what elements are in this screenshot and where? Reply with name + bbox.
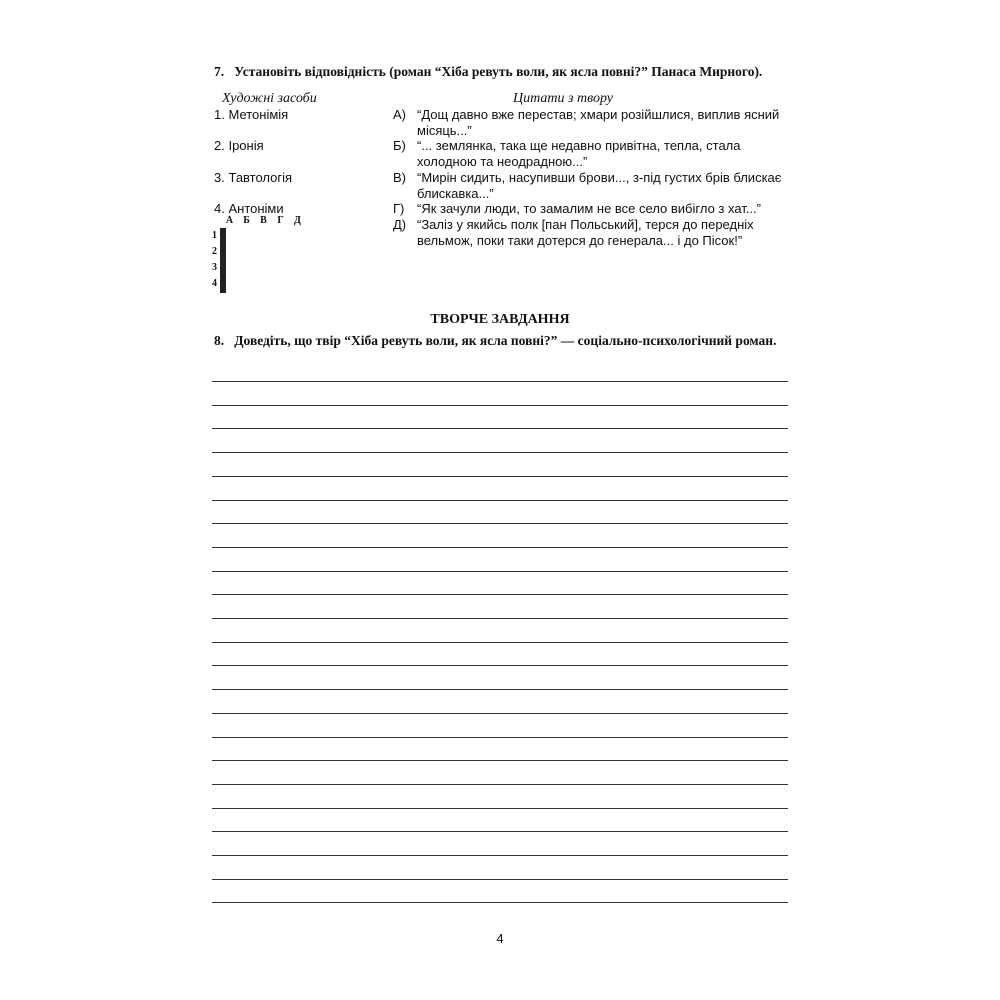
quote-letter: Г) — [393, 201, 405, 216]
answer-line[interactable] — [212, 808, 788, 809]
grid-row-header: 4 — [212, 278, 217, 289]
answer-line[interactable] — [212, 760, 788, 761]
quote-item-v — [393, 170, 793, 202]
answer-line[interactable] — [212, 571, 788, 572]
question-7-prompt — [214, 64, 762, 80]
quote-letter: Б) — [393, 138, 406, 153]
answer-line[interactable] — [212, 428, 788, 429]
quote-text: “Дощ давно вже перестав; хмари розійшлися, виплив ясний місяць...” — [417, 107, 780, 138]
grid-column-header: Б — [243, 215, 250, 226]
question-8-number: 8. — [214, 333, 225, 348]
answer-line[interactable] — [212, 500, 788, 501]
answer-line[interactable] — [212, 784, 788, 785]
devices-column-header: Художні засоби — [222, 91, 317, 106]
answer-line[interactable] — [212, 689, 788, 690]
grid-cell[interactable] — [225, 261, 226, 277]
answer-line[interactable] — [212, 405, 788, 406]
question-8-text: Доведіть, що твір “Хіба ревуть воли, як ясла повні?” — соціально-психологічний роман. — [234, 333, 777, 348]
device-item-2 — [214, 138, 264, 153]
quote-item-a — [393, 107, 793, 139]
quote-item-h — [393, 201, 793, 217]
quote-text: “Як зачули люди, то замалим не все село вибігло з хат...” — [417, 201, 761, 216]
question-7-number: 7. — [214, 64, 225, 79]
answer-line[interactable] — [212, 713, 788, 714]
device-item-3 — [214, 170, 292, 185]
device-item-4 — [214, 201, 284, 216]
question-8-prompt — [214, 333, 776, 349]
quote-letter: Д) — [393, 217, 407, 232]
grid-cell[interactable] — [225, 277, 226, 293]
grid-cell[interactable] — [225, 229, 226, 245]
answer-line[interactable] — [212, 547, 788, 548]
grid-column-header: В — [260, 215, 267, 226]
page-number: 4 — [496, 931, 504, 946]
quote-item-b — [393, 138, 793, 170]
answer-line[interactable] — [212, 618, 788, 619]
grid-row-header: 3 — [212, 262, 217, 273]
grid-row-header: 2 — [212, 246, 217, 257]
grid-column-header: А — [225, 215, 234, 226]
question-7-text: Установіть відповідність (роман “Хіба ревуть воли, як ясла повні?” Панаса Мирного). — [234, 64, 763, 79]
quote-text: “Заліз у якийсь полк [пан Польський], терся до передніх вельмож, поки таки дотерся до генерала... і до Пісок!” — [417, 217, 754, 248]
device-label: Метонімія — [228, 107, 289, 122]
grid-column-header: Г — [277, 215, 284, 226]
quote-text: “... землянка, така ще недавно привітна, тепла, стала холодною та неодрадною...” — [417, 138, 741, 169]
quote-text: “Мирін сидить, насупивши брови..., з-під густих брів блискає блискавка...” — [417, 170, 782, 201]
grid-row-header: 1 — [212, 230, 217, 241]
grid-column-header: Д — [294, 215, 301, 226]
answer-grid-table — [220, 228, 226, 293]
device-label: Антоніми — [228, 201, 284, 216]
quote-item-d — [393, 217, 793, 249]
device-number: 2. — [214, 138, 225, 153]
answer-line[interactable] — [212, 452, 788, 453]
answer-line[interactable] — [212, 737, 788, 738]
answer-line[interactable] — [212, 902, 788, 903]
device-number: 1. — [214, 107, 225, 122]
quote-letter: В) — [393, 170, 406, 185]
device-number: 3. — [214, 170, 225, 185]
answer-line[interactable] — [212, 594, 788, 595]
answer-line[interactable] — [212, 879, 788, 880]
answer-line[interactable] — [212, 642, 788, 643]
device-item-1 — [214, 107, 288, 122]
answer-line[interactable] — [212, 381, 788, 382]
answer-line[interactable] — [212, 665, 788, 666]
quotes-column-header: Цитати з твору — [513, 91, 613, 106]
device-label: Тавтологія — [228, 170, 293, 185]
device-number: 4. — [214, 201, 225, 216]
grid-cell[interactable] — [225, 245, 226, 261]
answer-line[interactable] — [212, 476, 788, 477]
section-title: ТВОРЧЕ ЗАВДАННЯ — [430, 312, 570, 327]
answer-line[interactable] — [212, 523, 788, 524]
device-label: Іронія — [228, 138, 264, 153]
answer-line[interactable] — [212, 831, 788, 832]
quote-letter: А) — [393, 107, 406, 122]
answer-line[interactable] — [212, 855, 788, 856]
